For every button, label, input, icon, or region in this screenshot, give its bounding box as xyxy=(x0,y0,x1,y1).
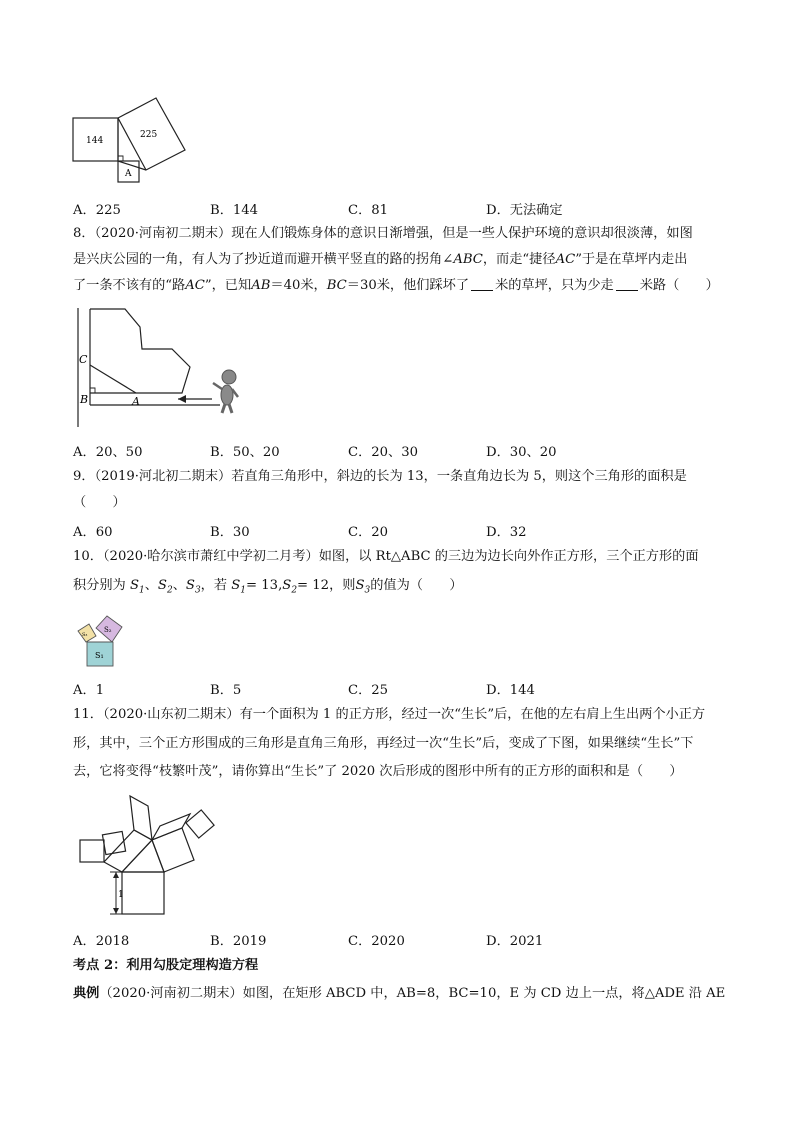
q10-figure xyxy=(72,611,132,669)
q11-line-1: 11．（2020·山东初二期末）有一个面积为 1 的正方形，经过一次“生长”后，在他的左右肩上生出两个小正方 xyxy=(73,707,706,722)
var-s3: $S_3$ xyxy=(355,578,371,596)
q8-text: ＝30米，他们踩坏了 xyxy=(346,278,470,293)
q8-line-2 xyxy=(73,251,687,269)
q8-path-ac: AC xyxy=(185,278,205,293)
q8-line-1: 8．（2020·河南初二期末）现在人们锻炼身体的意识日渐增强，但是一些人保护环境的意识却很淡薄，如图 xyxy=(73,226,693,241)
label-s2: S₂ xyxy=(104,626,112,634)
q9-option-c: C．20 xyxy=(348,525,389,540)
walking-person-icon xyxy=(213,370,238,413)
q11-line-2: 形，其中，三个正方形围成的三角形是直角三角形，再经过一次“生长”后，变成了下图，如果继续“生长”下 xyxy=(73,736,694,751)
q10-option-d: D．144 xyxy=(486,683,535,698)
example-label: 典例 xyxy=(73,986,100,1001)
q8-line-3 xyxy=(73,277,719,295)
q8-path-ac: AC xyxy=(555,252,576,267)
q11-option-c: C．2020 xyxy=(348,934,405,949)
q8-text: 了一条不该有的“路 xyxy=(73,278,186,293)
var-s2: $S_2$ xyxy=(157,578,173,596)
var-s1: $S_1$ xyxy=(231,578,247,596)
label-1: 1 xyxy=(118,890,124,900)
label-a: A xyxy=(125,169,132,179)
q7-option-c: C．81 xyxy=(348,203,389,218)
q10-line-2: 积分别为 $S_1$、$S_2$、$S_3$，若 $S_1= 13,S_2= 12$，则$S_3$的值为（ ） xyxy=(73,578,463,596)
q9-line-2: （ ） xyxy=(73,495,126,510)
q10-equation: = 12 xyxy=(297,578,330,593)
answer-blank xyxy=(616,278,638,291)
example-text: （2020·河南初二期末）如图，在矩形 ABCD 中，AB=8，BC=10，E 为 CD 边上一点，将△ADE 沿 AE xyxy=(99,986,726,1001)
var-s1: $S_1$ xyxy=(129,578,145,596)
q8-text: ”于是在草坪内走出 xyxy=(575,252,688,267)
q8-option-c: C．20、30 xyxy=(348,445,419,460)
example-line xyxy=(73,985,725,1003)
q9-option-a: A．60 xyxy=(73,525,113,540)
q10-text: ，则 xyxy=(329,578,356,593)
var-s2: $S_2$ xyxy=(282,578,298,596)
q9-line-1: 9．（2019·河北初二期末）若直角三角形中，斜边的长为 13，一条直角边长为 5，则这个三角形的面积是 xyxy=(73,469,687,484)
q8-figure xyxy=(70,305,250,430)
label-s1: S₁ xyxy=(95,651,104,660)
label-225: 225 xyxy=(140,130,158,140)
q8-segment-bc: BC xyxy=(326,278,347,293)
q8-text: ，而走“捷径 xyxy=(482,252,556,267)
label-a: A xyxy=(132,395,140,408)
q9-option-d: D．32 xyxy=(486,525,527,540)
q10-option-b: B．5 xyxy=(210,683,242,698)
q8-text: 是兴庆公园的一角，有人为了抄近道而避开横平竖直的路的拐角∠ xyxy=(73,252,454,267)
q8-text: 米路（ ） xyxy=(639,278,719,293)
label-c: C xyxy=(79,353,88,366)
q8-text: 米的草坪，只为少走 xyxy=(495,278,614,293)
q11-line-3: 去，它将变得“枝繁叶茂”，请你算出“生长”了 2020 次后形成的图形中所有的正方形的面积和是（ ） xyxy=(73,764,683,779)
q7-option-b: B．144 xyxy=(210,203,259,218)
answer-blank xyxy=(471,278,493,291)
q8-option-b: B．50、20 xyxy=(210,445,280,460)
q11-option-d: D．2021 xyxy=(486,934,544,949)
q11-option-a: A．2018 xyxy=(73,934,130,949)
label-144: 144 xyxy=(86,136,104,146)
q8-option-d: D．30、20 xyxy=(486,445,557,460)
q10-text: 的值为（ ） xyxy=(370,578,463,593)
q8-angle-abc: ABC xyxy=(453,252,483,267)
q10-line-1: 10．（2020·哈尔滨市萧红中学初二月考）如图，以 Rt△ABC 的三边为边长向外作正方形，三个正方形的面 xyxy=(73,549,699,564)
q8-text: ＝40米， xyxy=(270,278,327,293)
q7-option-d: D．无法确定 xyxy=(486,203,563,218)
base-square xyxy=(122,872,164,914)
q10-equation: = 13 xyxy=(246,578,279,593)
q10-text: ，若 xyxy=(200,578,228,593)
q8-segment-ab: AB xyxy=(251,278,271,293)
q7-figure xyxy=(70,92,200,188)
shortcut-ac xyxy=(90,365,136,393)
label-b: B xyxy=(80,393,89,406)
q8-text: ”，已知 xyxy=(204,278,252,293)
q10-option-a: A．1 xyxy=(73,683,105,698)
lawn-outline xyxy=(90,309,190,393)
q10-text: 积分别为 xyxy=(73,578,126,593)
label-s3: S₃ xyxy=(82,632,88,638)
q11-figure xyxy=(72,790,222,920)
var-s3: $S_3$ xyxy=(185,578,201,596)
q11-option-b: B．2019 xyxy=(210,934,267,949)
q8-option-a: A．20、50 xyxy=(73,445,143,460)
q7-option-a: A．225 xyxy=(73,203,121,218)
section-title: 考点 2：利用勾股定理构造方程 xyxy=(73,958,259,973)
q10-option-c: C．25 xyxy=(348,683,389,698)
q9-option-b: B．30 xyxy=(210,525,250,540)
